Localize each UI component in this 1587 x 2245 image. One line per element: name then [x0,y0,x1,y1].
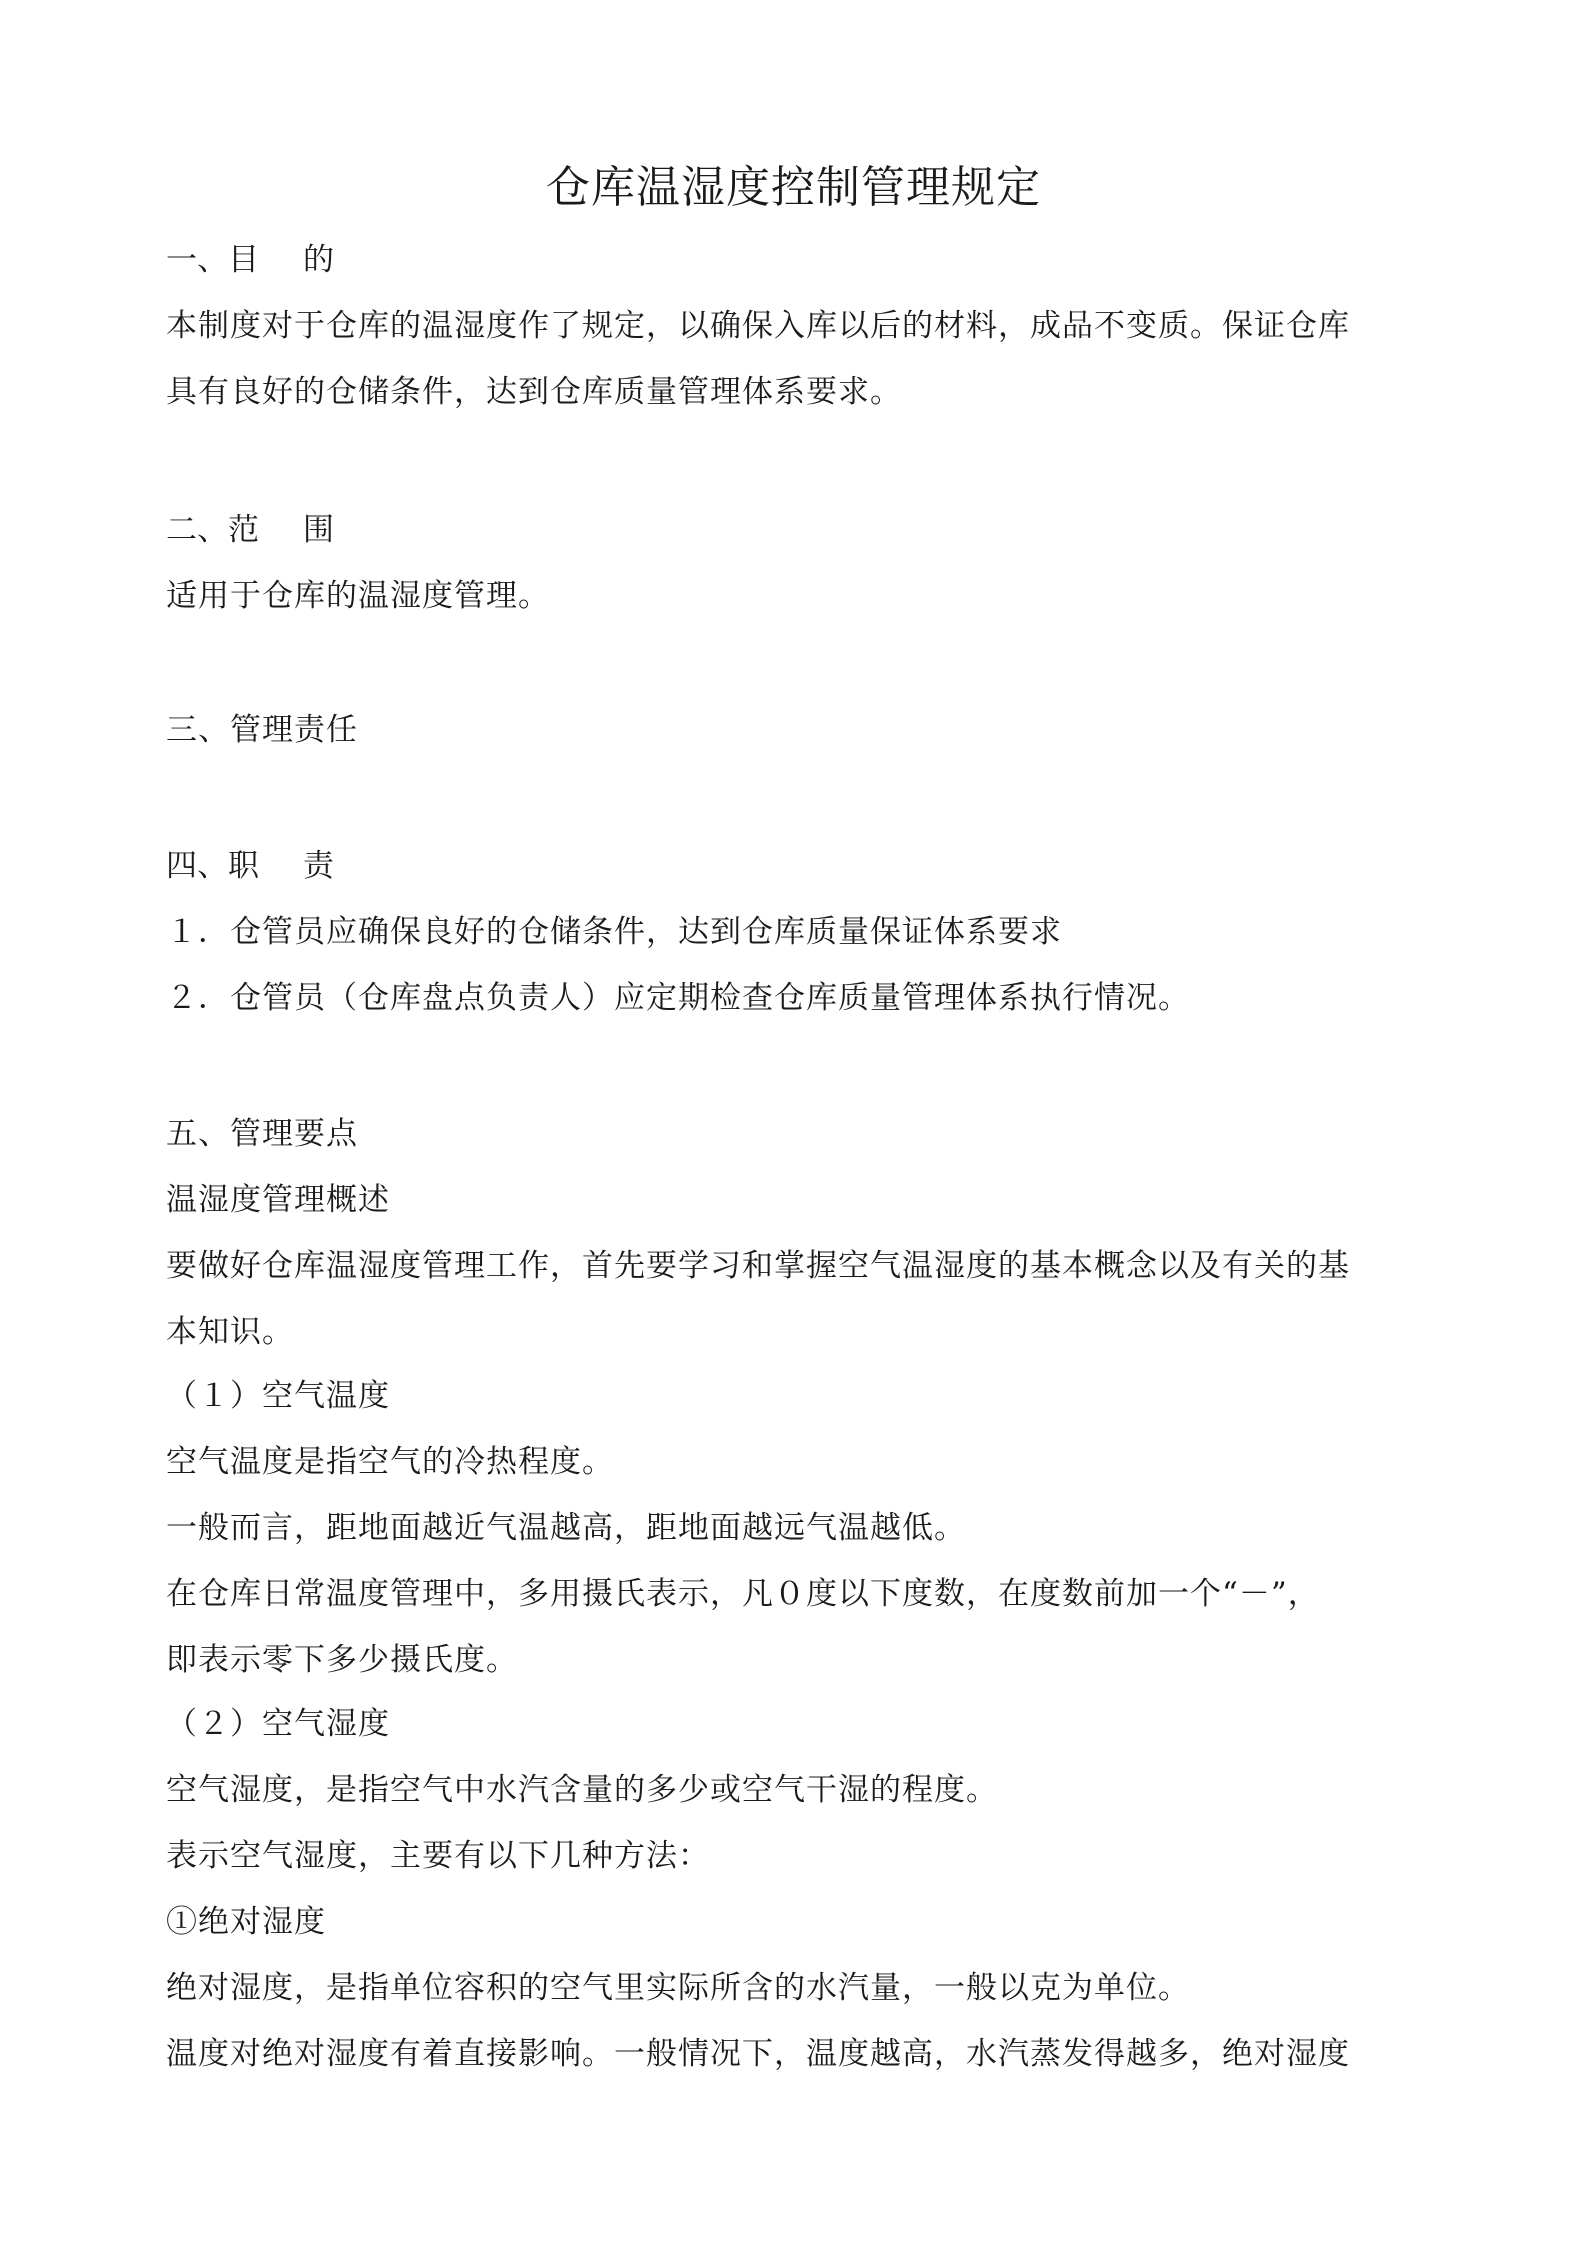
heading-suffix: 的 [303,242,334,278]
paragraph-line: 空气温度是指空气的冷热程度。 [166,1444,614,1480]
paragraph-line: 温度对绝对湿度有着直接影响。一般情况下，温度越高，水汽蒸发得越多，绝对湿度 [166,2036,1350,2072]
section-heading-scope [166,510,334,550]
section-heading-duties [166,846,334,886]
section-heading-responsibility: 三、管理责任 [166,712,358,748]
section-heading-key-points: 五、管理要点 [166,1116,358,1152]
duty-item: ２．仓管员（仓库盘点负责人）应定期检查仓库质量管理体系执行情况。 [166,980,1190,1016]
paragraph-line: 本知识。 [166,1314,294,1350]
subheading-air-temperature: （１）空气温度 [166,1378,390,1414]
document-title: 仓库温湿度控制管理规定 [546,162,1041,213]
paragraph-line: 一般而言，距地面越近气温越高，距地面越远气温越低。 [166,1510,966,1546]
heading-prefix: 四、职 [166,848,259,884]
paragraph-line: 表示空气湿度，主要有以下几种方法： [166,1838,710,1874]
paragraph-line: 绝对湿度，是指单位容积的空气里实际所含的水汽量，一般以克为单位。 [166,1970,1190,2006]
paragraph-line: 即表示零下多少摄氏度。 [166,1642,518,1678]
paragraph-line: 具有良好的仓储条件，达到仓库质量管理体系要求。 [166,374,902,410]
heading-suffix: 围 [303,512,334,548]
paragraph-line: 要做好仓库温湿度管理工作，首先要学习和掌握空气温湿度的基本概念以及有关的基 [166,1248,1350,1284]
paragraph-line: 温湿度管理概述 [166,1182,390,1218]
subheading-absolute-humidity: ①绝对湿度 [166,1904,326,1940]
section-heading-purpose [166,240,334,280]
subheading-air-humidity: （２）空气湿度 [166,1706,390,1742]
paragraph-line: 本制度对于仓库的温湿度作了规定，以确保入库以后的材料，成品不变质。保证仓库 [166,308,1350,344]
paragraph-line: 空气湿度，是指空气中水汽含量的多少或空气干湿的程度。 [166,1772,998,1808]
duty-item: １．仓管员应确保良好的仓储条件，达到仓库质量保证体系要求 [166,914,1062,950]
paragraph-line: 适用于仓库的温湿度管理。 [166,578,550,614]
paragraph-line: 在仓库日常温度管理中，多用摄氏表示，凡０度以下度数，在度数前加一个“－”， [166,1576,1320,1612]
heading-prefix: 二、范 [166,512,259,548]
heading-prefix: 一、目 [166,242,259,278]
heading-suffix: 责 [303,848,334,884]
